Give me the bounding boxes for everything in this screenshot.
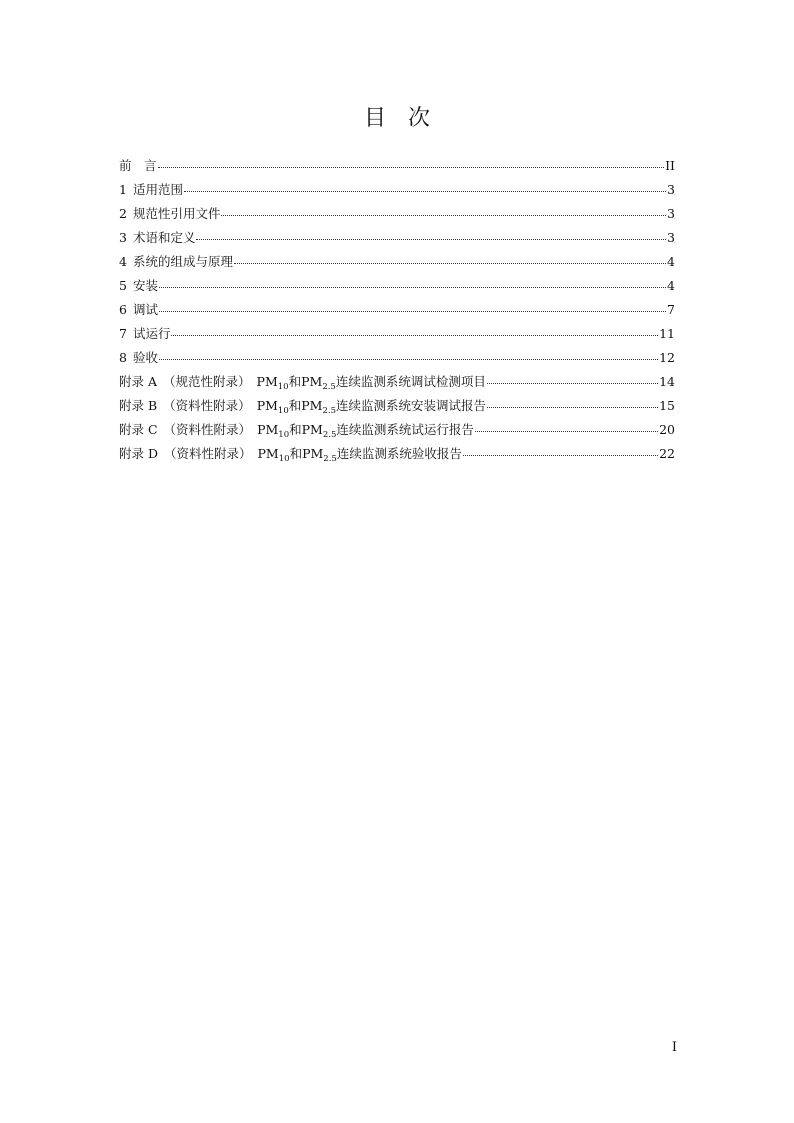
pm25-subscript: 2.5: [323, 454, 337, 464]
appendix-type: （资料性附录）: [163, 398, 251, 413]
toc-entry-3[interactable]: [119, 226, 675, 250]
toc-entry-appendix-d[interactable]: [119, 442, 675, 466]
toc-entry-number: 5: [119, 278, 127, 293]
toc-entry-label: [119, 346, 158, 370]
toc-entry-number: 2: [119, 206, 127, 221]
toc-entry-text: 试运行: [132, 326, 171, 341]
toc-entry-1[interactable]: [119, 178, 675, 202]
toc-leader-dots: [171, 334, 658, 336]
toc-leader-dots: [159, 286, 666, 288]
toc-entry-number: 3: [119, 230, 127, 245]
pm10-subscript: 10: [278, 454, 290, 464]
toc-leader-dots: [463, 454, 658, 456]
toc-entry-text: 验收: [132, 350, 158, 365]
toc-entry-appendix-b[interactable]: [119, 394, 675, 418]
toc-title: [0, 104, 794, 134]
pm25-subscript: 2.5: [322, 430, 337, 440]
toc-entry-foreword[interactable]: [119, 154, 675, 178]
pm25-label: PM: [301, 374, 323, 389]
toc-entry-page: 3: [667, 230, 675, 245]
toc-entry-label: [119, 202, 220, 226]
appendix-type: （资料性附录）: [163, 422, 252, 437]
toc-entry-number: 4: [119, 254, 127, 269]
toc-entry-number: 附录 D: [119, 446, 158, 461]
toc-leader-dots: [234, 262, 666, 264]
toc-leader-dots: [487, 382, 658, 384]
pm10-label: PM: [257, 422, 279, 437]
toc-entry-text: 连续监测系统安装调试报告: [336, 398, 487, 413]
toc-entry-text: 安装: [132, 278, 158, 293]
and-word: 和: [288, 398, 302, 413]
pm25-label: PM: [301, 398, 323, 413]
pm10-label: PM: [256, 398, 278, 413]
toc-entry-text: 调试: [132, 302, 158, 317]
toc-entry-page: 22: [659, 446, 675, 461]
toc-leader-dots: [475, 430, 658, 432]
toc-entry-number: 8: [119, 350, 127, 365]
and-word: 和: [289, 446, 303, 461]
toc-entry-page: 14: [659, 374, 675, 389]
toc-entry-number: 附录 B: [119, 398, 158, 413]
toc-entry-text: 连续监测系统调试检测项目: [335, 374, 486, 389]
toc-entry-8[interactable]: [119, 346, 675, 370]
toc-entry-text: 适用范围: [132, 182, 183, 197]
toc-entry-text: 连续监测系统验收报告: [336, 446, 462, 461]
toc-entry-page: II: [665, 158, 675, 173]
toc-entry-5[interactable]: [119, 274, 675, 298]
toc-entry-number: 附录 A: [119, 374, 158, 389]
toc-entry-appendix-c[interactable]: [119, 418, 675, 442]
toc-entry-label: [119, 178, 183, 202]
pm10-label: PM: [256, 374, 278, 389]
pm10-label: PM: [257, 446, 279, 461]
toc-title-second: 次: [408, 106, 431, 131]
toc-entry-4[interactable]: [119, 250, 675, 274]
pm25-label: PM: [301, 422, 323, 437]
toc-entry-number: 7: [119, 326, 127, 341]
toc-leader-dots: [221, 214, 666, 216]
toc-entry-page: 3: [667, 206, 675, 221]
appendix-type: （资料性附录）: [164, 446, 252, 461]
toc-entry-label: [119, 274, 158, 298]
toc-entry-page: 7: [667, 302, 675, 317]
toc-entry-text: 术语和定义: [132, 230, 196, 245]
toc-entry-6[interactable]: [119, 298, 675, 322]
toc-leader-dots: [487, 406, 658, 408]
appendix-type: （规范性附录）: [163, 374, 251, 389]
pm25-subscript: 2.5: [322, 382, 336, 392]
toc-leader-dots: [196, 238, 666, 240]
toc-entry-label: 前 言: [119, 158, 157, 173]
toc-entry-label: [119, 322, 170, 346]
toc-entry-page: 4: [667, 254, 675, 269]
page-number: I: [671, 1040, 677, 1055]
pm25-subscript: 2.5: [322, 406, 336, 416]
toc-entry-page: 11: [659, 326, 675, 341]
toc-entry-page: 3: [667, 182, 675, 197]
toc-leader-dots: [159, 310, 666, 312]
toc-entry-text: 规范性引用文件: [132, 206, 221, 221]
toc-title-first: 目: [363, 106, 386, 131]
toc-entry-text: 连续监测系统试运行报告: [336, 422, 474, 437]
toc-leader-dots: [159, 358, 658, 360]
and-word: 和: [289, 422, 302, 437]
and-word: 和: [288, 374, 302, 389]
toc-entry-page: 15: [659, 398, 675, 413]
toc-leader-dots: [184, 190, 666, 192]
toc-entry-number: 6: [119, 302, 127, 317]
toc-entry-page: 4: [667, 278, 675, 293]
toc-entry-label: [119, 250, 233, 274]
toc-entry-label: [119, 442, 462, 471]
toc-entry-2[interactable]: [119, 202, 675, 226]
toc-entry-label: [119, 298, 158, 322]
pm10-subscript: 10: [277, 406, 289, 416]
pm10-subscript: 10: [277, 382, 289, 392]
toc-entry-number: 附录 C: [119, 422, 158, 437]
toc-entry-number: 1: [119, 182, 127, 197]
toc-entry-page: 20: [659, 422, 675, 437]
toc-entry-appendix-a[interactable]: [119, 370, 675, 394]
toc-entry-7[interactable]: [119, 322, 675, 346]
table-of-contents: [119, 154, 675, 466]
toc-entry-text: 系统的组成与原理: [132, 254, 233, 269]
pm10-subscript: 10: [278, 430, 290, 440]
toc-entry-page: 12: [659, 350, 675, 365]
toc-entry-label: [119, 226, 195, 250]
toc-leader-dots: [158, 166, 665, 168]
pm25-label: PM: [302, 446, 324, 461]
